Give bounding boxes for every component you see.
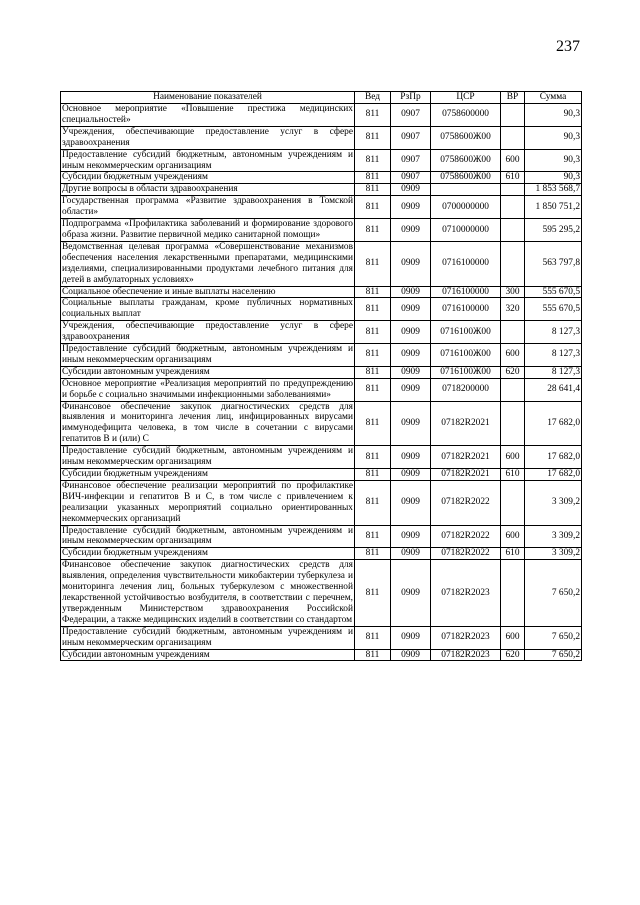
table-row — [61, 378, 582, 401]
row-vr-cell: 600 — [501, 626, 525, 649]
row-ved-cell: 811 — [355, 172, 391, 184]
page-number: 237 — [556, 38, 580, 55]
table-row — [61, 104, 582, 127]
row-sum-cell: 1 850 751,2 — [525, 196, 582, 219]
row-csr-cell: 0716100000 — [431, 286, 501, 298]
row-vr-cell — [501, 480, 525, 525]
row-sum-cell: 90,3 — [525, 172, 582, 184]
row-rzpr-cell: 0909 — [391, 469, 431, 481]
row-vr-cell: 300 — [501, 286, 525, 298]
table-row — [61, 401, 582, 446]
table-row — [61, 241, 582, 286]
row-name-cell: Финансовое обеспечение закупок диагностических средств для выявления и мониторинга лечения лиц, инфицированных вирусами иммунодефицита человека, в том числе в сочетании с вирусами гепатитов В и (или) С — [62, 401, 353, 445]
table-row — [61, 149, 582, 172]
row-rzpr-cell: 0907 — [391, 149, 431, 172]
row-rzpr-cell: 0909 — [391, 219, 431, 242]
row-name-cell: Ведомственная целевая программа «Совершенствование механизмов обеспечения населения лекарственными препаратами, медицинскими изделиями, специализированными продуктами лечебного питания для детей в амбулаторных условиях» — [62, 241, 353, 285]
row-csr-cell: 0758600Ж00 — [431, 149, 501, 172]
row-rzpr-cell: 0907 — [391, 126, 431, 149]
header-sum: Сумма — [525, 92, 582, 104]
row-ved-cell: 811 — [355, 480, 391, 525]
row-vr-cell: 610 — [501, 172, 525, 184]
row-vr-cell — [501, 104, 525, 127]
row-name-cell: Субсидии автономным учреждениям — [61, 366, 355, 378]
row-vr-cell — [501, 560, 525, 626]
row-csr-cell: 07182R2022 — [431, 525, 501, 548]
row-vr-cell: 600 — [501, 149, 525, 172]
row-sum-cell: 563 797,8 — [525, 241, 582, 286]
row-rzpr-cell: 0909 — [391, 196, 431, 219]
budget-table — [60, 91, 582, 661]
table-row — [61, 184, 582, 196]
row-csr-cell: 0710000000 — [431, 219, 501, 242]
row-sum-cell: 555 670,5 — [525, 298, 582, 321]
row-csr-cell: 0716100000 — [431, 241, 501, 286]
row-ved-cell: 811 — [355, 196, 391, 219]
table-row — [61, 286, 582, 298]
row-name-cell: Предоставление субсидий бюджетным, автономным учреждениям и иным некоммерческим организациям — [62, 626, 353, 648]
row-csr-cell: 0758600Ж00 — [431, 172, 501, 184]
row-ved-cell: 811 — [355, 219, 391, 242]
row-csr-cell: 0700000000 — [431, 196, 501, 219]
row-rzpr-cell: 0909 — [391, 560, 431, 626]
row-sum-cell: 7 650,2 — [525, 649, 582, 661]
row-name-cell: Предоставление субсидий бюджетным, автономным учреждениям и иным некоммерческим организациям — [62, 344, 353, 365]
row-rzpr-cell: 0907 — [391, 172, 431, 184]
row-rzpr-cell: 0907 — [391, 104, 431, 127]
row-rzpr-cell: 0909 — [391, 649, 431, 661]
row-csr-cell: 07182R2022 — [431, 548, 501, 560]
header-ved: Вед — [355, 92, 391, 104]
table-row — [61, 321, 582, 344]
row-vr-cell: 600 — [501, 344, 525, 367]
row-ved-cell: 811 — [355, 184, 391, 196]
row-ved-cell: 811 — [355, 548, 391, 560]
row-csr-cell: 07182R2021 — [431, 469, 501, 481]
row-name-cell: Субсидии бюджетным учреждениям — [61, 469, 355, 481]
row-ved-cell: 811 — [355, 446, 391, 469]
row-sum-cell: 8 127,3 — [525, 321, 582, 344]
table-header-row — [61, 92, 582, 104]
row-sum-cell: 595 295,2 — [525, 219, 582, 242]
row-sum-cell: 7 650,2 — [525, 560, 582, 626]
header-vr: ВР — [501, 92, 525, 104]
row-csr-cell: 0758600000 — [431, 104, 501, 127]
row-csr-cell: 07182R2023 — [431, 649, 501, 661]
row-vr-cell: 620 — [501, 649, 525, 661]
row-ved-cell: 811 — [355, 560, 391, 626]
row-csr-cell: 0716100Ж00 — [431, 321, 501, 344]
row-rzpr-cell: 0909 — [391, 184, 431, 196]
row-rzpr-cell: 0909 — [391, 344, 431, 367]
row-ved-cell: 811 — [355, 321, 391, 344]
row-name-cell: Подпрограмма «Профилактика заболеваний и формирование здорового образа жизни. Развитие первичной медико санитарной помощи» — [62, 219, 353, 240]
row-rzpr-cell: 0909 — [391, 548, 431, 560]
row-name-cell: Учреждения, обеспечивающие предоставление услуг в сфере здравоохранения — [62, 126, 353, 148]
row-name-cell: Предоставление субсидий бюджетным, автономным учреждениям и иным некоммерческим организациям — [62, 525, 353, 547]
row-csr-cell — [431, 184, 501, 196]
row-vr-cell: 620 — [501, 366, 525, 378]
row-csr-cell: 07182R2023 — [431, 626, 501, 649]
row-vr-cell — [501, 126, 525, 149]
table-row — [61, 446, 582, 469]
row-name-cell: Социальные выплаты гражданам, кроме публичных нормативных социальных выплат — [62, 298, 353, 320]
row-vr-cell — [501, 196, 525, 219]
table-row — [61, 649, 582, 661]
row-csr-cell: 0716100Ж00 — [431, 366, 501, 378]
table-row — [61, 298, 582, 321]
table-row — [61, 548, 582, 560]
table-row — [61, 525, 582, 548]
row-ved-cell: 811 — [355, 104, 391, 127]
row-ved-cell: 811 — [355, 401, 391, 446]
table-row — [61, 560, 582, 626]
row-sum-cell: 28 641,4 — [525, 378, 582, 401]
row-vr-cell: 600 — [501, 446, 525, 469]
header-csr: ЦСР — [431, 92, 501, 104]
row-vr-cell: 600 — [501, 525, 525, 548]
row-name-cell: Субсидии автономным учреждениям — [61, 649, 355, 661]
row-vr-cell — [501, 378, 525, 401]
row-name-cell: Предоставление субсидий бюджетным, автономным учреждениям и иным некоммерческим организациям — [62, 446, 353, 468]
row-ved-cell: 811 — [355, 298, 391, 321]
row-csr-cell: 0716100Ж00 — [431, 344, 501, 367]
row-rzpr-cell: 0909 — [391, 286, 431, 298]
row-name-cell: Учреждения, обеспечивающие предоставление услуг в сфере здравоохранения — [62, 321, 353, 343]
row-rzpr-cell: 0909 — [391, 378, 431, 401]
row-csr-cell: 07182R2021 — [431, 446, 501, 469]
table-body — [61, 104, 582, 661]
row-vr-cell — [501, 184, 525, 196]
row-rzpr-cell: 0909 — [391, 525, 431, 548]
row-rzpr-cell: 0909 — [391, 480, 431, 525]
row-ved-cell: 811 — [355, 469, 391, 481]
row-sum-cell: 8 127,3 — [525, 344, 582, 367]
row-ved-cell: 811 — [355, 649, 391, 661]
row-name-cell: Социальное обеспечение и иные выплаты населению — [61, 286, 355, 298]
row-name-cell: Государственная программа «Развитие здравоохранения в Томской области» — [62, 196, 353, 218]
row-vr-cell — [501, 219, 525, 242]
row-vr-cell — [501, 401, 525, 446]
row-sum-cell: 17 682,0 — [525, 469, 582, 481]
row-rzpr-cell: 0909 — [391, 366, 431, 378]
row-csr-cell: 07182R2021 — [431, 401, 501, 446]
row-sum-cell: 3 309,2 — [525, 548, 582, 560]
row-csr-cell: 07182R2023 — [431, 560, 501, 626]
row-ved-cell: 811 — [355, 286, 391, 298]
header-name: Наименование показателей — [61, 92, 355, 104]
row-ved-cell: 811 — [355, 626, 391, 649]
row-sum-cell: 3 309,2 — [525, 480, 582, 525]
row-ved-cell: 811 — [355, 149, 391, 172]
row-name-cell: Основное мероприятие «Реализация мероприятий по предупреждению и борьбе с социально значимыми инфекционными заболеваниями» — [62, 378, 353, 400]
row-vr-cell — [501, 321, 525, 344]
row-ved-cell: 811 — [355, 344, 391, 367]
row-sum-cell: 17 682,0 — [525, 446, 582, 469]
table-row — [61, 626, 582, 649]
row-name-cell: Финансовое обеспечение реализации мероприятий по профилактике ВИЧ-инфекции и гепатитов В и С, в том числе с привлечением к реализации указанных мероприятий социально ориентированных некоммерческих организаций — [62, 480, 353, 524]
row-sum-cell: 17 682,0 — [525, 401, 582, 446]
table-row — [61, 366, 582, 378]
row-sum-cell: 90,3 — [525, 149, 582, 172]
row-name-cell: Финансовое обеспечение закупок диагностических средств для выявления, определения чувствительности микобактерии туберкулеза и мониторинга лечения лиц, больных туберкулезом с множественной лекарственной устойчивостью возбудителя, в соответствии с перечнем, утвержденным Министерством здравоохранения Российской Федерации, а также медицинских изделий в соответствии со стандартом — [62, 560, 353, 625]
row-rzpr-cell: 0909 — [391, 241, 431, 286]
row-vr-cell: 320 — [501, 298, 525, 321]
row-vr-cell: 610 — [501, 469, 525, 481]
row-csr-cell: 07182R2022 — [431, 480, 501, 525]
row-rzpr-cell: 0909 — [391, 298, 431, 321]
table-row — [61, 126, 582, 149]
row-ved-cell: 811 — [355, 241, 391, 286]
table-row — [61, 196, 582, 219]
row-sum-cell: 555 670,5 — [525, 286, 582, 298]
header-rzpr: РзПр — [391, 92, 431, 104]
row-sum-cell: 1 853 568,7 — [525, 184, 582, 196]
row-name-cell: Субсидии бюджетным учреждениям — [61, 548, 355, 560]
row-rzpr-cell: 0909 — [391, 446, 431, 469]
row-rzpr-cell: 0909 — [391, 626, 431, 649]
row-ved-cell: 811 — [355, 378, 391, 401]
row-ved-cell: 811 — [355, 525, 391, 548]
row-csr-cell: 0718200000 — [431, 378, 501, 401]
table-row — [61, 469, 582, 481]
row-rzpr-cell: 0909 — [391, 321, 431, 344]
table-row — [61, 219, 582, 242]
table-row — [61, 344, 582, 367]
row-name-cell: Субсидии бюджетным учреждениям — [61, 172, 355, 184]
row-name-cell: Основное мероприятие «Повышение престижа медицинских специальностей» — [62, 104, 353, 125]
table-row — [61, 172, 582, 184]
row-sum-cell: 3 309,2 — [525, 525, 582, 548]
row-csr-cell: 0758600Ж00 — [431, 126, 501, 149]
row-csr-cell: 0716100000 — [431, 298, 501, 321]
row-ved-cell: 811 — [355, 126, 391, 149]
row-sum-cell: 7 650,2 — [525, 626, 582, 649]
row-name-cell: Другие вопросы в области здравоохранения — [61, 184, 355, 196]
row-name-cell: Предоставление субсидий бюджетным, автономным учреждениям и иным некоммерческим организациям — [62, 149, 353, 171]
row-sum-cell: 90,3 — [525, 126, 582, 149]
row-sum-cell: 8 127,3 — [525, 366, 582, 378]
row-ved-cell: 811 — [355, 366, 391, 378]
row-sum-cell: 90,3 — [525, 104, 582, 127]
row-vr-cell: 610 — [501, 548, 525, 560]
table-row — [61, 480, 582, 525]
row-vr-cell — [501, 241, 525, 286]
row-rzpr-cell: 0909 — [391, 401, 431, 446]
